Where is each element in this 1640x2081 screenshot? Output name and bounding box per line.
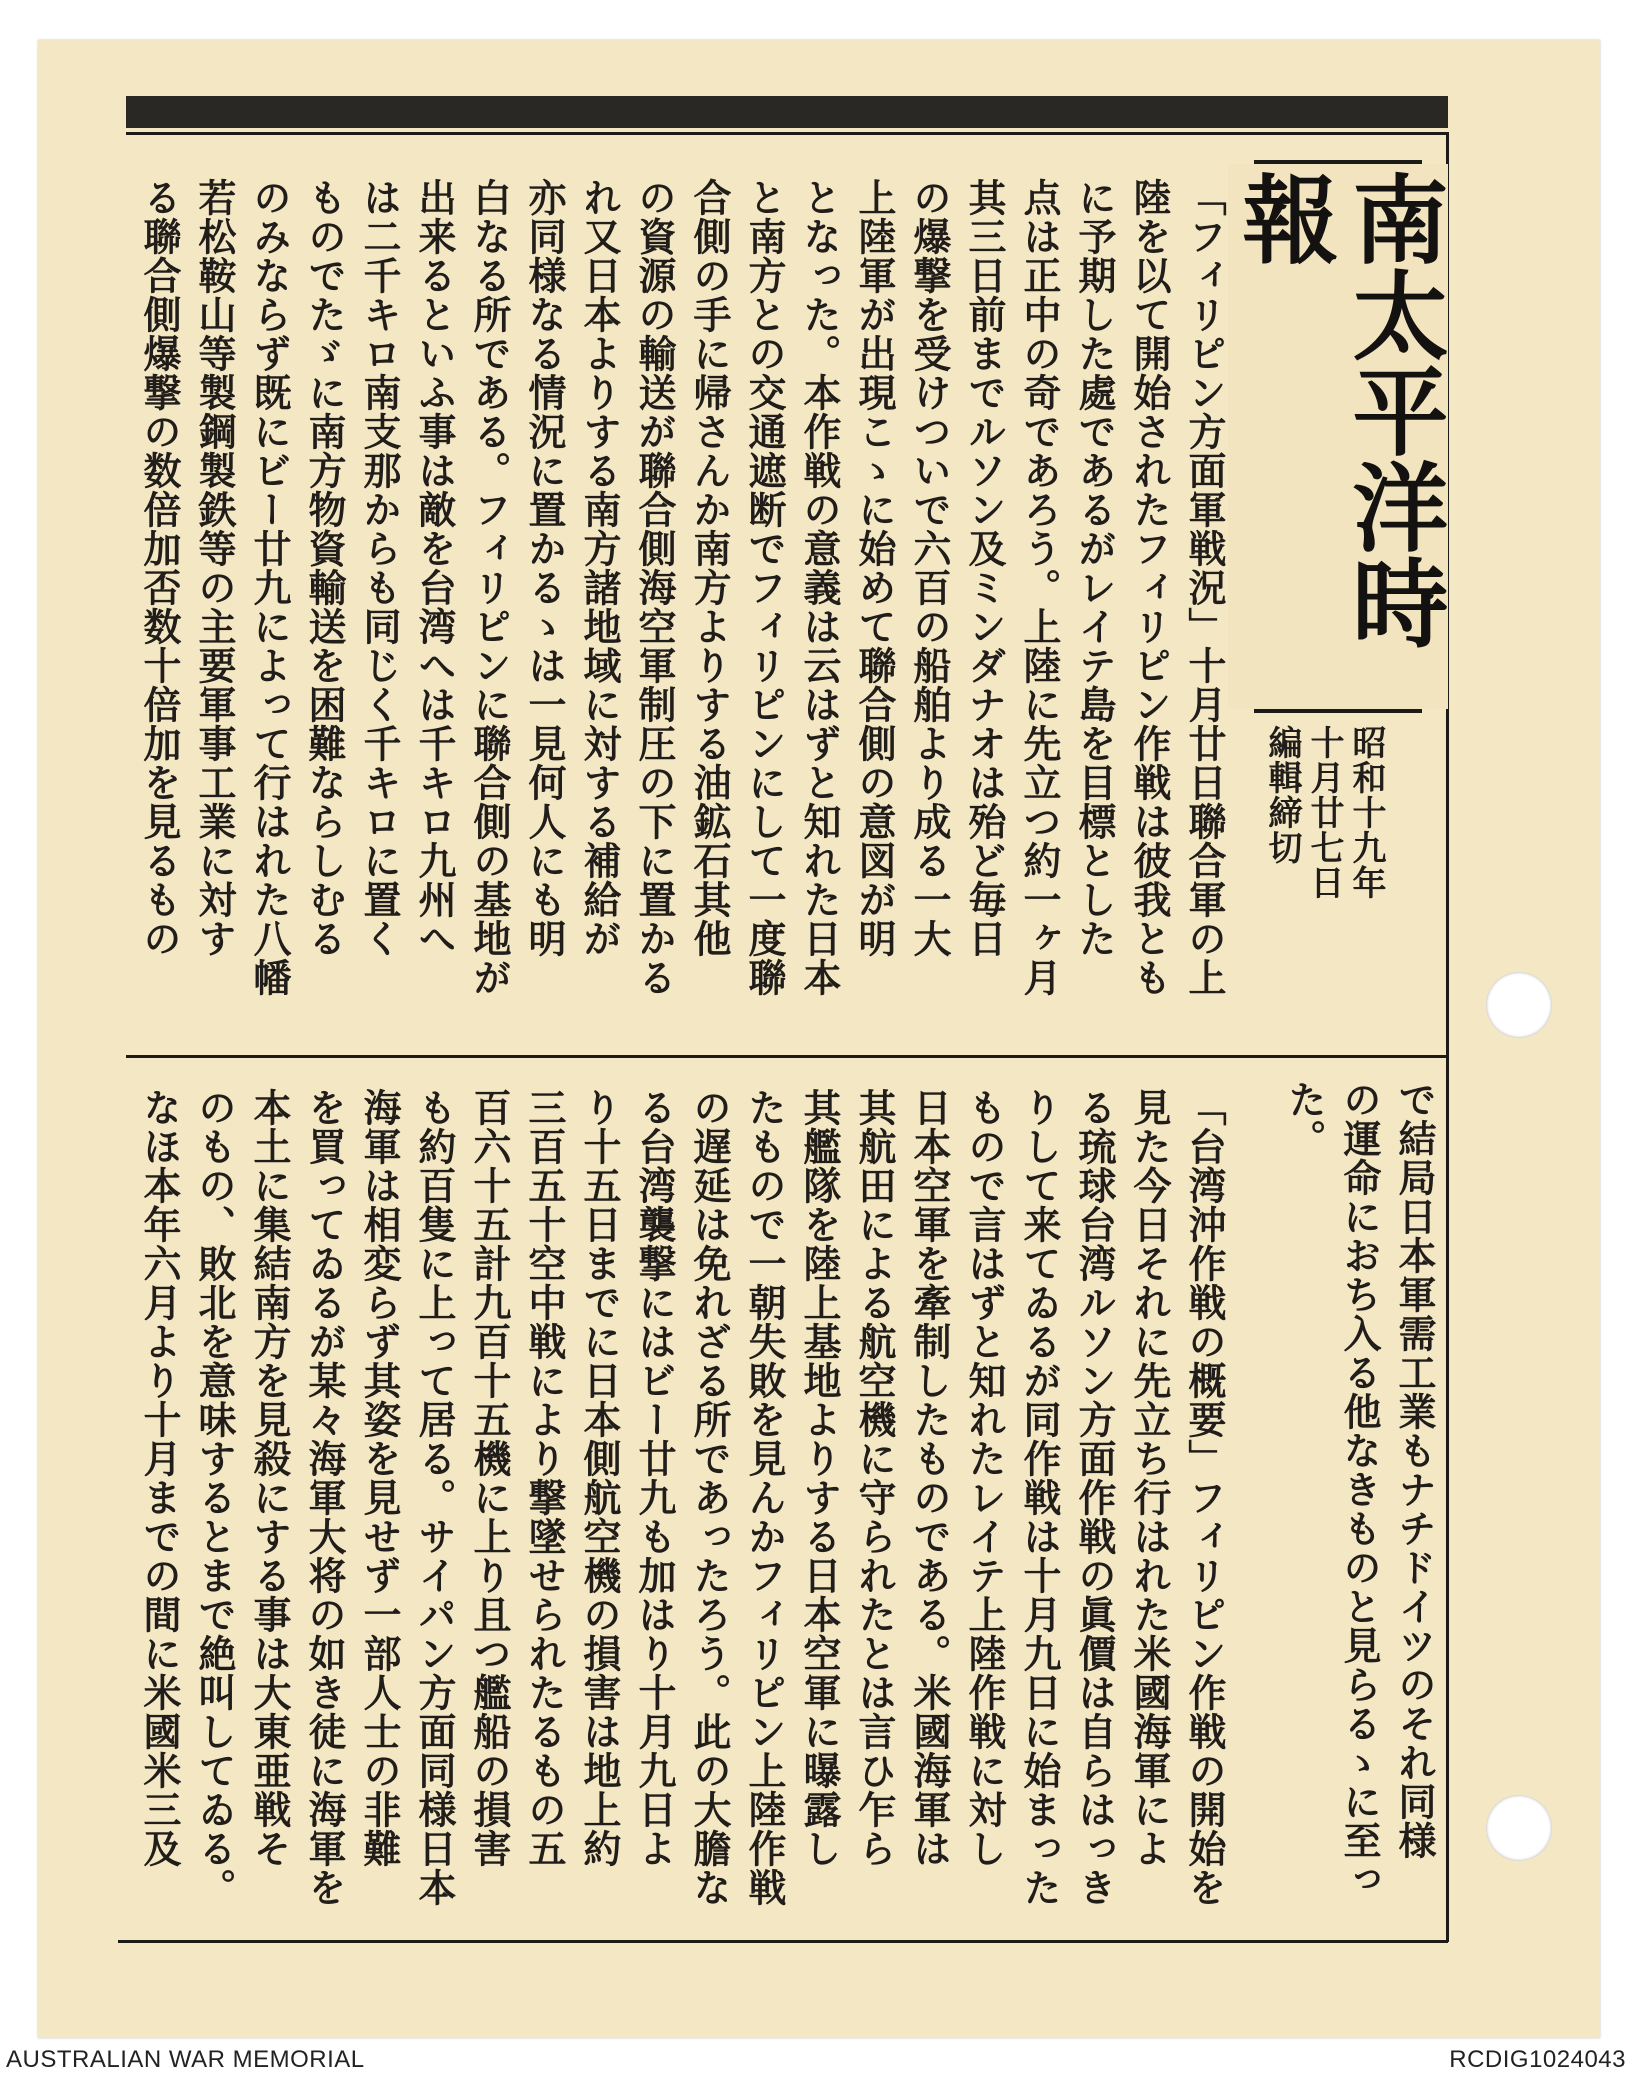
article-line: り十五日までに日本側航空機の損害は地上約 <box>577 1088 622 1868</box>
article-line: 出来るといふ事は敵を台湾へは千キロ九州へ <box>412 178 457 958</box>
article-line: 「フィリピン方面軍戦況」十月廿日聯合軍の上 <box>1182 178 1227 997</box>
article-line: 其航田による航空機に守られたとは言ひ乍ら <box>852 1088 897 1868</box>
article-philippines-continued <box>1265 1080 1435 1930</box>
article-line: も約百隻に上って居る。サイパン方面同様日本 <box>412 1088 457 1907</box>
top-rule <box>126 132 1448 135</box>
article-line: 百六十五計九百十五機に上り且つ艦船の損害 <box>467 1088 512 1868</box>
article-line: る琉球台湾ルソン方面作戦の眞價は自らはっき <box>1072 1088 1117 1907</box>
article-line: 点は正中の奇であろう。上陸に先立つ約一ヶ月 <box>1017 178 1062 997</box>
article-line: 「台湾沖作戦の概要」フィリピン作戦の開始を <box>1182 1088 1227 1907</box>
article-line: る聯合側爆撃の数倍加否数十倍加を見るもの <box>137 178 182 958</box>
article-line: 其艦隊を陸上基地よりする日本空軍に曝露し <box>797 1088 842 1868</box>
article-line: 亦同様なる情況に置かるゝは一見何人にも明 <box>522 178 567 958</box>
article-line: で結局日本軍需工業もナチドイツのそれ同様 <box>1392 1080 1437 1860</box>
dateline <box>1264 725 1384 900</box>
article-line: もので言はずと知れたレイテ上陸作戦に対し <box>962 1088 1007 1868</box>
article-line: 日本空軍を牽制したものである。米國海軍は <box>907 1088 952 1868</box>
article-line: に予期した處であるがレイテ島を目標とした <box>1072 178 1117 958</box>
article-line: 海軍は相変らず其姿を見せず一部人士の非難 <box>357 1088 402 1868</box>
article-line: の遅延は免れざる所であったろう。此の大膽な <box>687 1088 732 1907</box>
punch-hole-bottom <box>1486 1795 1552 1861</box>
date-line: 十月廿七日 <box>1304 725 1344 900</box>
article-line: と南方との交通遮断でフィリピンにして一度聯 <box>742 178 787 997</box>
article-philippines <box>137 178 1227 1038</box>
article-line: 上陸軍が出現こゝに始めて聯合側の意図が明 <box>852 178 897 958</box>
article-line: の爆撃を受けついで六百の船舶より成る一大 <box>907 178 952 958</box>
footer-archive-name: AUSTRALIAN WAR MEMORIAL <box>6 2046 365 2073</box>
article-line: れ又日本よりする南方諸地域に対する補給が <box>577 178 622 958</box>
article-line: を買ってゐるが某々海軍大将の如き徒に海軍を <box>302 1088 347 1907</box>
article-line: 陸を以て開始されたフィリピン作戦は彼我とも <box>1127 178 1172 997</box>
footer-record-id: RCDIG1024043 <box>1449 2046 1626 2073</box>
middle-rule <box>126 1055 1448 1058</box>
bottom-rule <box>118 1940 1448 1943</box>
top-black-bar <box>126 96 1448 128</box>
article-line: 見た今日それに先立ち行はれた米國海軍によ <box>1127 1088 1172 1868</box>
article-line: は二千キロ南支那からも同じく千キロに置く <box>357 178 402 958</box>
article-line: 若松鞍山等製鋼製鉄等の主要軍事工業に対す <box>192 178 237 958</box>
article-line: となった。本作戦の意義は云はずと知れた日本 <box>797 178 842 997</box>
article-line: ものでたゞに南方物資輸送を困難ならしむる <box>302 178 347 958</box>
date-line: 編輯締切 <box>1262 725 1302 865</box>
masthead-title: 南太平洋時報 <box>1228 164 1448 709</box>
punch-hole-top <box>1486 972 1552 1038</box>
article-line: なほ本年六月より十月までの間に米國米三及 <box>137 1088 182 1868</box>
article-line: の資源の輸送が聯合側海空軍制圧の下に置かる <box>632 178 677 997</box>
article-line: 合側の手に帰さんか南方よりする油鉱石其他 <box>687 178 732 958</box>
article-line: のもの、敗北を意味するとまで絶叫してゐる。 <box>192 1088 237 1907</box>
article-line: 三百五十空中戦により撃墜せられたるもの五 <box>522 1088 567 1868</box>
article-line: 白なる所である。フィリピンに聯合側の基地が <box>467 178 512 997</box>
article-line: の運命におち入る他なきものと見らるゝに至っ <box>1337 1080 1382 1899</box>
masthead-box <box>1227 160 1450 713</box>
article-line: る台湾襲撃にはビー廿九も加はり十月九日よ <box>632 1088 677 1868</box>
article-line: 其三日前までルソン及ミンダナオは殆ど毎日 <box>962 178 1007 958</box>
article-line: のみならず既にビー廿九によって行はれた八幡 <box>247 178 292 997</box>
article-taiwan <box>137 1088 1227 1928</box>
article-line: 本土に集結南方を見殺にする事は大東亜戦そ <box>247 1088 292 1868</box>
date-line: 昭和十九年 <box>1346 725 1386 900</box>
article-line: たもので一朝失敗を見んかフィリピン上陸作戦 <box>742 1088 787 1907</box>
article-line: りして来てゐるが同作戦は十月九日に始まった <box>1017 1088 1062 1907</box>
article-line: た。 <box>1282 1080 1327 1158</box>
